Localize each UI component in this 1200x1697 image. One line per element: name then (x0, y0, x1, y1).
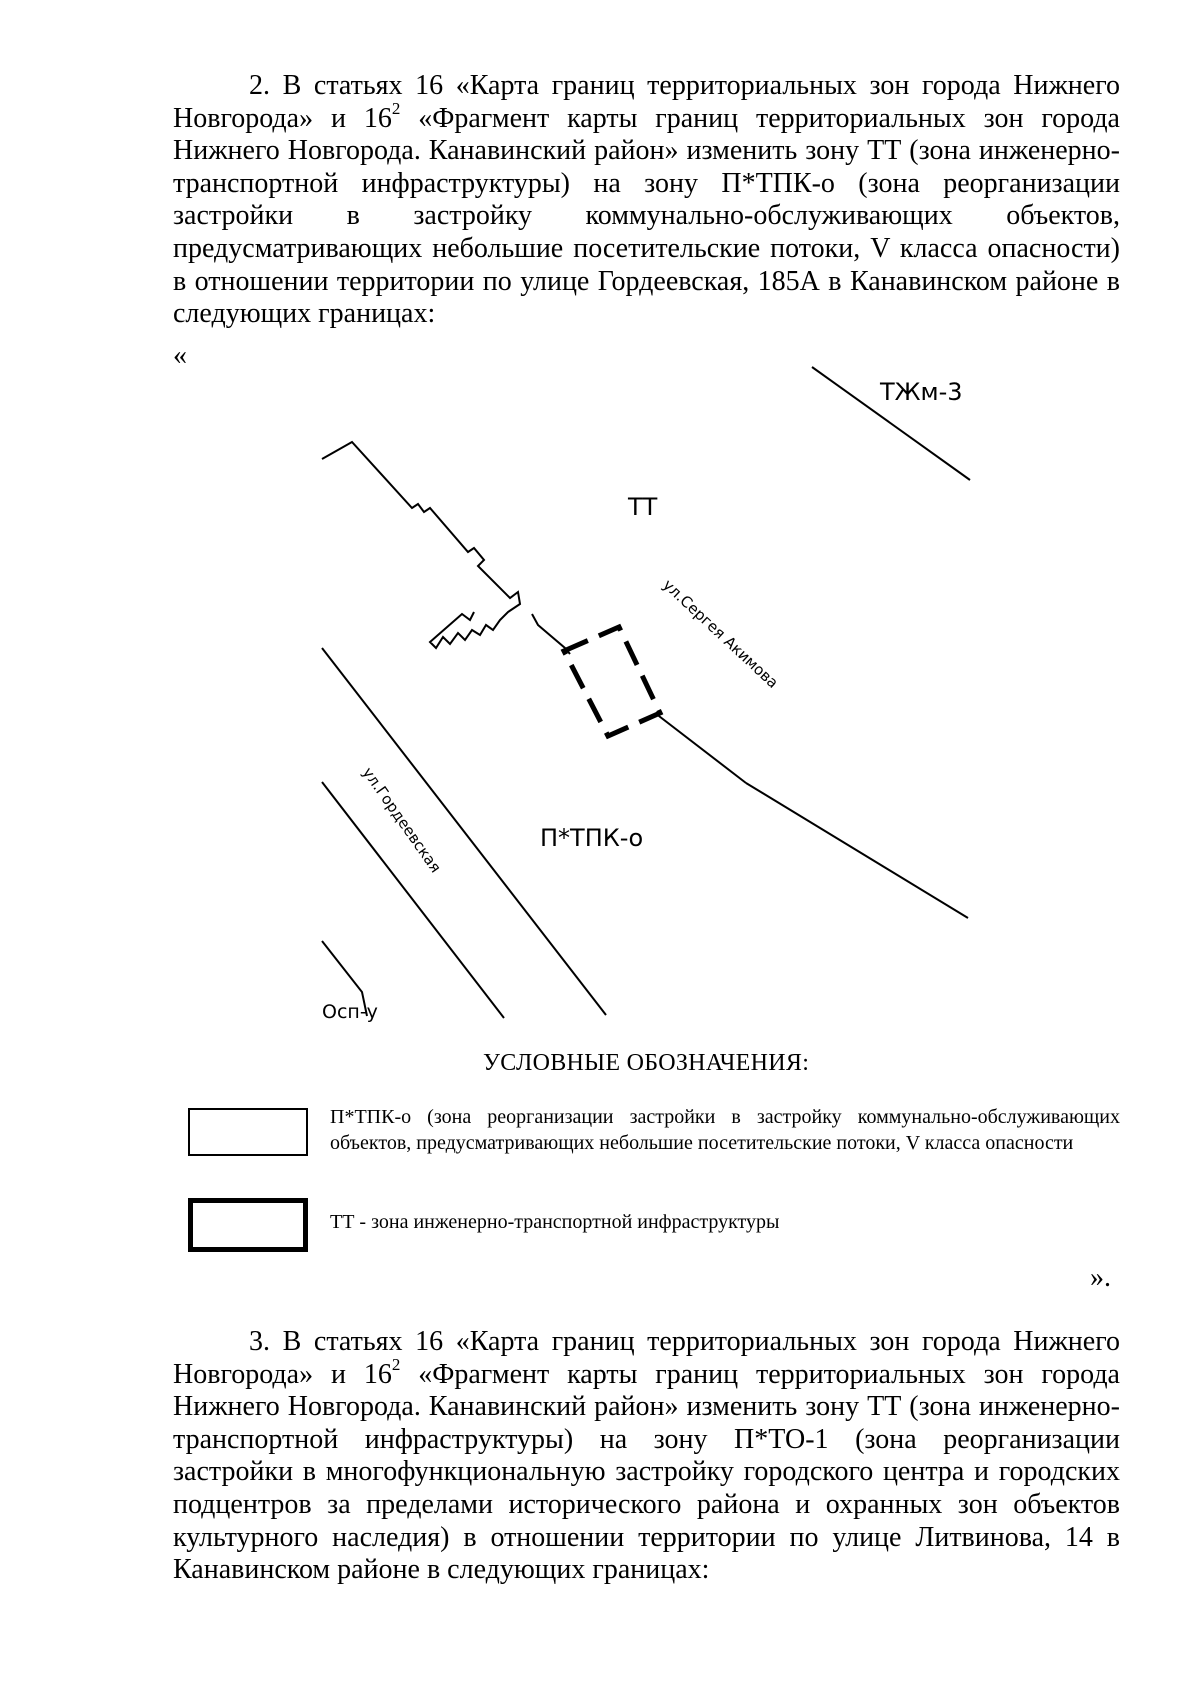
legend-swatch-ptpk (188, 1108, 308, 1156)
legend-text-tt: ТТ - зона инженерно-транспортной инфраструктуры (330, 1211, 780, 1233)
zone-label-tt: ТТ (628, 493, 658, 521)
paragraph-2-lead: 2. В статьях 16 «Карта границ территориальных зон города Нижнего Новгорода» и 16 (173, 70, 1120, 134)
tt-jagged-connector (532, 614, 570, 654)
paragraph-2-superscript: 2 (391, 99, 401, 119)
opening-quote: « (173, 340, 187, 371)
zone-label-ptpk: П*ТПК-о (540, 824, 644, 852)
paragraph-3-rest: «Фрагмент карты границ территориальных зон города Нижнего Новгорода. Канавинский район» изменить зону ТТ (зона инженерно-транспортной инфраструктуры) на зону П*ТО-1 (зона реорганизации застройки в многофункциональную застройку городского центра и городских подцентров за пределами исторического района и охранных зон объектов культурного наследия) в отношении территории по улице Литвинова, 14 в Канавинском районе в следующих границах: (173, 1358, 1120, 1586)
paragraph-3 (173, 1326, 1120, 1587)
legend-text-ptpk: П*ТПК-о (зона реорганизации застройки в застройку коммунально-обслуживающих объектов, предусматривающих небольшие посетительские потоки, V класса опасности (330, 1106, 1120, 1154)
paragraph-3-superscript: 2 (391, 1355, 401, 1375)
paragraph-3-lead: 3. В статьях 16 «Карта границ территориальных зон города Нижнего Новгорода» и 16 (173, 1326, 1120, 1390)
legend-swatch-tt (188, 1198, 308, 1252)
gordeevskaya-road-line-2 (322, 782, 504, 1018)
akimova-road-line-2 (746, 783, 968, 918)
akimova-road-line (655, 713, 746, 783)
legend-title: УСЛОВНЫЕ ОБОЗНАЧЕНИЯ: (483, 1050, 810, 1076)
closing-quote: ». (1090, 1262, 1111, 1293)
tt-jagged-boundary (322, 442, 520, 648)
paragraph-2-rest: «Фрагмент карты границ территориальных зон города Нижнего Новгорода. Канавинский район» изменить зону ТТ (зона инженерно-транспортной инфраструктуры) на зону П*ТПК-о (зона реорганизации застройки в застройку коммунально-обслуживающих объектов, предусматривающих небольшие посетительские потоки, V класса опасности) в отношении территории по улице Гордеевская, 185А в Канавинском районе в следующих границах: (173, 102, 1120, 330)
zone-label-tzhm3: ТЖм-3 (880, 378, 963, 406)
zone-label-osp: Осп-у (322, 1001, 378, 1023)
street-label-akimova: ул.Сергея Акимова (659, 575, 782, 692)
parcel-boundary (564, 627, 660, 736)
street-label-gordeevskaya: ул.Гордеевская (358, 763, 445, 877)
